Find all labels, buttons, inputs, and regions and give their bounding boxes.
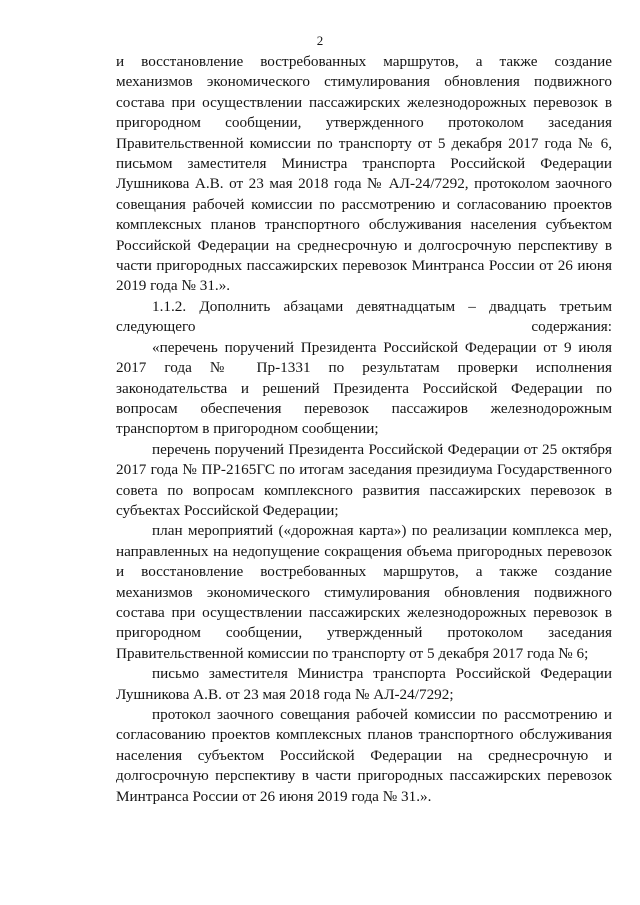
paragraph-amendment-heading: 1.1.2. Дополнить абзацами девятнадцатым – двадцать третьим следующего содержания: — [116, 297, 612, 336]
paragraph-roadmap-plan: план мероприятий («дорожная карта») по реализации комплекса мер, направленных на недопущение сокращения объема пригородных перевозок и восстановление востребованных маршрутов, а также создание механизмов экономического стимулирования обновления подвижного состава при осуществлении пассажирских железнодорожных перевозок в пригородном сообщении, утвержденный протоколом заседания Правительственной комиссии по транспорту от 5 декабря 2017 года № 6; — [116, 522, 612, 662]
page-number: 2 — [316, 33, 324, 48]
document-body — [116, 52, 612, 807]
paragraph-order-list-2165: перечень поручений Президента Российской Федерации от 25 октября 2017 года № ПР-2165ГС по итогам заседания президиума Государственного совета по вопросам комплексного развития пассажирских перевозок в субъектах Российской Федерации; — [116, 440, 612, 519]
paragraph-continuation: и восстановление востребованных маршрутов, а также создание механизмов экономического стимулирования обновления подвижного состава при осуществлении пассажирских железнодорожных перевозок в пригородном сообщении, утвержденного протоколом заседания Правительственной комиссии по транспорту от 5 декабря 2017 года № 6, письмом заместителя Министра транспорта Российской Федерации Лушникова А.В. от 23 мая 2018 года № АЛ-24/7292, протоколом заочного совещания рабочей комиссии по рассмотрению и согласованию проектов комплексных планов транспортного обслуживания населения субъектом Российской Федерации на среднесрочную и долгосрочную перспективу в части пригородных пассажирских перевозок Минтранса России от 26 июня 2019 года № 31.». — [116, 53, 612, 295]
paragraph-order-list-1331: «перечень поручений Президента Российской Федерации от 9 июля 2017 года № Пр-1331 по результатам проверки исполнения законодательства и решений Президента Российской Федерации по вопросам обеспечения перевозок пассажиров железнодорожным транспортом в пригородном сообщении; — [116, 338, 612, 438]
paragraph-meeting-protocol: протокол заочного совещания рабочей комиссии по рассмотрению и согласованию проектов комплексных планов транспортного обслуживания населения субъектом Российской Федерации на среднесрочную и долгосрочную перспективу в части пригородных пассажирских перевозок Минтранса России от 26 июня 2019 года № 31.». — [116, 706, 612, 805]
paragraph-deputy-minister-letter: письмо заместителя Министра транспорта Российской Федерации Лушникова А.В. от 23 мая 2018 года № АЛ-24/7292; — [116, 665, 612, 703]
